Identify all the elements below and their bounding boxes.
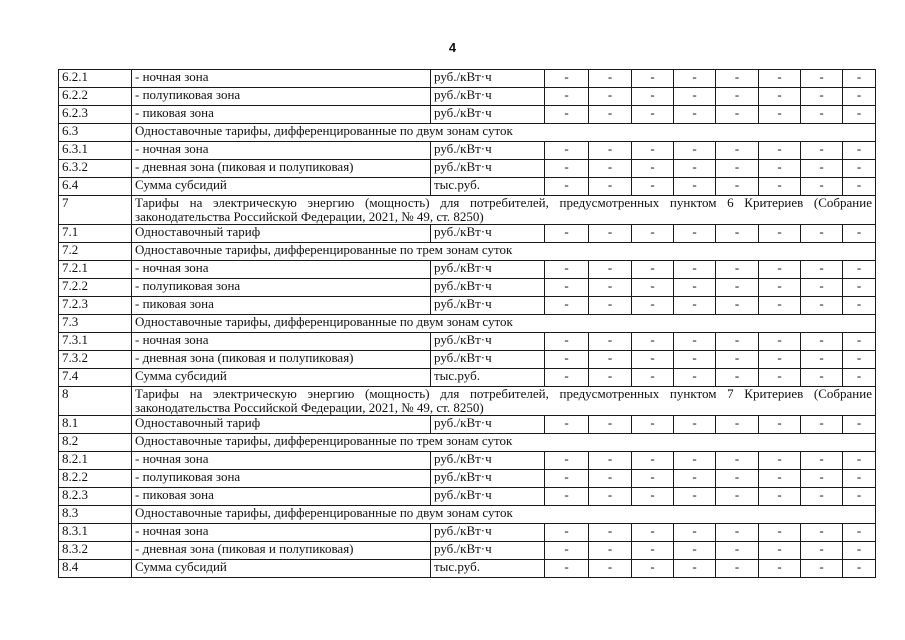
row-number: 6.4 [59, 178, 132, 196]
value-cell: - [545, 160, 589, 178]
value-cell: - [674, 106, 716, 124]
row-number: 7.2.3 [59, 297, 132, 315]
value-cell: - [632, 106, 674, 124]
value-cell: - [545, 261, 589, 279]
value-cell: - [632, 297, 674, 315]
value-cell: - [589, 106, 632, 124]
row-name: - дневная зона (пиковая и полупиковая) [132, 351, 431, 369]
value-cell: - [716, 88, 759, 106]
value-cell: - [589, 488, 632, 506]
value-cell: - [843, 160, 876, 178]
row-name: - дневная зона (пиковая и полупиковая) [132, 542, 431, 560]
value-cell: - [801, 560, 843, 578]
section-title: Одноставочные тарифы, дифференцированные по трем зонам суток [132, 243, 876, 261]
row-name: Одноставочный тариф [132, 225, 431, 243]
unit-cell: руб./кВт·ч [431, 160, 545, 178]
value-cell: - [674, 178, 716, 196]
value-cell: - [674, 225, 716, 243]
table-row [59, 106, 876, 124]
value-cell: - [589, 88, 632, 106]
value-cell: - [716, 470, 759, 488]
value-cell: - [843, 333, 876, 351]
section-title: Тарифы на электрическую энергию (мощность) для потребителей, предусмотренных пунктом 7 Критериев (Собрание законодательства Российской Федерации, 2021, № 49, ст. 8250) [132, 387, 876, 416]
value-cell: - [716, 524, 759, 542]
value-cell: - [545, 542, 589, 560]
value-cell: - [716, 142, 759, 160]
section-title: Одноставочные тарифы, дифференцированные по трем зонам суток [132, 434, 876, 452]
unit-cell: руб./кВт·ч [431, 351, 545, 369]
row-name: - пиковая зона [132, 106, 431, 124]
value-cell: - [716, 333, 759, 351]
value-cell: - [674, 279, 716, 297]
row-name: - ночная зона [132, 333, 431, 351]
row-number: 7.2.2 [59, 279, 132, 297]
unit-cell: руб./кВт·ч [431, 488, 545, 506]
unit-cell: руб./кВт·ч [431, 88, 545, 106]
row-name: Сумма субсидий [132, 369, 431, 387]
row-name: - дневная зона (пиковая и полупиковая) [132, 160, 431, 178]
value-cell: - [716, 70, 759, 88]
table-row [59, 261, 876, 279]
section-title: Одноставочные тарифы, дифференцированные по двум зонам суток [132, 124, 876, 142]
value-cell: - [545, 178, 589, 196]
value-cell: - [545, 88, 589, 106]
unit-cell: руб./кВт·ч [431, 542, 545, 560]
value-cell: - [589, 524, 632, 542]
value-cell: - [674, 88, 716, 106]
value-cell: - [632, 333, 674, 351]
table-row [59, 488, 876, 506]
table-row [59, 178, 876, 196]
unit-cell: руб./кВт·ч [431, 70, 545, 88]
value-cell: - [674, 369, 716, 387]
value-cell: - [801, 542, 843, 560]
value-cell: - [545, 142, 589, 160]
section-header-row [59, 124, 876, 142]
unit-cell: руб./кВт·ч [431, 416, 545, 434]
value-cell: - [843, 542, 876, 560]
value-cell: - [632, 452, 674, 470]
section-header-row [59, 434, 876, 452]
value-cell: - [545, 225, 589, 243]
value-cell: - [589, 70, 632, 88]
value-cell: - [801, 488, 843, 506]
table-row [59, 88, 876, 106]
value-cell: - [674, 261, 716, 279]
unit-cell: руб./кВт·ч [431, 225, 545, 243]
value-cell: - [674, 416, 716, 434]
section-header-row [59, 196, 876, 225]
value-cell: - [759, 106, 801, 124]
value-cell: - [632, 542, 674, 560]
value-cell: - [545, 369, 589, 387]
row-name: - ночная зона [132, 142, 431, 160]
row-name: - полупиковая зона [132, 470, 431, 488]
value-cell: - [716, 279, 759, 297]
section-header-row [59, 315, 876, 333]
value-cell: - [843, 488, 876, 506]
value-cell: - [759, 542, 801, 560]
value-cell: - [545, 452, 589, 470]
value-cell: - [545, 279, 589, 297]
value-cell: - [843, 470, 876, 488]
value-cell: - [843, 225, 876, 243]
unit-cell: тыс.руб. [431, 560, 545, 578]
table-row [59, 351, 876, 369]
value-cell: - [843, 560, 876, 578]
section-header-row [59, 243, 876, 261]
value-cell: - [801, 452, 843, 470]
value-cell: - [589, 261, 632, 279]
value-cell: - [632, 142, 674, 160]
value-cell: - [801, 106, 843, 124]
value-cell: - [843, 416, 876, 434]
table-row [59, 524, 876, 542]
value-cell: - [674, 160, 716, 178]
row-number: 7.2 [59, 243, 132, 261]
value-cell: - [759, 70, 801, 88]
value-cell: - [843, 106, 876, 124]
unit-cell: руб./кВт·ч [431, 106, 545, 124]
section-header-row [59, 506, 876, 524]
value-cell: - [759, 416, 801, 434]
value-cell: - [759, 560, 801, 578]
row-number: 8.3 [59, 506, 132, 524]
row-number: 6.3 [59, 124, 132, 142]
row-name: Сумма субсидий [132, 560, 431, 578]
table-row [59, 297, 876, 315]
value-cell: - [632, 416, 674, 434]
value-cell: - [759, 470, 801, 488]
table-row [59, 452, 876, 470]
value-cell: - [632, 88, 674, 106]
row-number: 8 [59, 387, 132, 416]
unit-cell: руб./кВт·ч [431, 333, 545, 351]
row-number: 7.4 [59, 369, 132, 387]
value-cell: - [589, 452, 632, 470]
value-cell: - [759, 88, 801, 106]
value-cell: - [801, 351, 843, 369]
value-cell: - [589, 560, 632, 578]
value-cell: - [716, 178, 759, 196]
table-row [59, 225, 876, 243]
row-number: 7 [59, 196, 132, 225]
value-cell: - [632, 351, 674, 369]
value-cell: - [545, 351, 589, 369]
value-cell: - [801, 142, 843, 160]
value-cell: - [674, 70, 716, 88]
table-row [59, 542, 876, 560]
value-cell: - [716, 416, 759, 434]
row-number: 7.1 [59, 225, 132, 243]
unit-cell: руб./кВт·ч [431, 470, 545, 488]
value-cell: - [589, 416, 632, 434]
section-title: Тарифы на электрическую энергию (мощность) для потребителей, предусмотренных пунктом 6 Критериев (Собрание законодательства Российской Федерации, 2021, № 49, ст. 8250) [132, 196, 876, 225]
unit-cell: тыс.руб. [431, 178, 545, 196]
value-cell: - [843, 279, 876, 297]
value-cell: - [801, 297, 843, 315]
value-cell: - [632, 470, 674, 488]
value-cell: - [589, 351, 632, 369]
value-cell: - [843, 88, 876, 106]
value-cell: - [716, 542, 759, 560]
row-name: - пиковая зона [132, 297, 431, 315]
value-cell: - [674, 560, 716, 578]
table-row [59, 279, 876, 297]
value-cell: - [632, 560, 674, 578]
unit-cell: руб./кВт·ч [431, 297, 545, 315]
table-row [59, 560, 876, 578]
value-cell: - [632, 70, 674, 88]
row-number: 8.4 [59, 560, 132, 578]
row-name: Одноставочный тариф [132, 416, 431, 434]
value-cell: - [545, 70, 589, 88]
value-cell: - [843, 70, 876, 88]
value-cell: - [674, 452, 716, 470]
section-title: Одноставочные тарифы, дифференцированные по двум зонам суток [132, 506, 876, 524]
row-number: 7.3.1 [59, 333, 132, 351]
value-cell: - [545, 416, 589, 434]
value-cell: - [632, 488, 674, 506]
value-cell: - [801, 225, 843, 243]
row-number: 8.3.2 [59, 542, 132, 560]
value-cell: - [716, 225, 759, 243]
row-number: 7.3.2 [59, 351, 132, 369]
row-number: 6.3.2 [59, 160, 132, 178]
row-number: 8.2 [59, 434, 132, 452]
row-number: 6.3.1 [59, 142, 132, 160]
unit-cell: руб./кВт·ч [431, 142, 545, 160]
row-name: - пиковая зона [132, 488, 431, 506]
row-number: 6.2.3 [59, 106, 132, 124]
value-cell: - [801, 416, 843, 434]
value-cell: - [589, 178, 632, 196]
value-cell: - [674, 351, 716, 369]
section-title: Одноставочные тарифы, дифференцированные по двум зонам суток [132, 315, 876, 333]
value-cell: - [674, 488, 716, 506]
row-number: 6.2.2 [59, 88, 132, 106]
table-row [59, 416, 876, 434]
value-cell: - [759, 178, 801, 196]
value-cell: - [716, 369, 759, 387]
value-cell: - [545, 297, 589, 315]
value-cell: - [589, 225, 632, 243]
value-cell: - [801, 160, 843, 178]
row-number: 8.2.2 [59, 470, 132, 488]
table-row [59, 160, 876, 178]
value-cell: - [589, 142, 632, 160]
value-cell: - [759, 524, 801, 542]
value-cell: - [589, 333, 632, 351]
page-number: 4 [448, 40, 457, 55]
value-cell: - [632, 524, 674, 542]
value-cell: - [632, 160, 674, 178]
value-cell: - [632, 178, 674, 196]
value-cell: - [589, 160, 632, 178]
value-cell: - [716, 351, 759, 369]
value-cell: - [674, 142, 716, 160]
table-row [59, 470, 876, 488]
value-cell: - [759, 351, 801, 369]
value-cell: - [716, 160, 759, 178]
value-cell: - [589, 542, 632, 560]
value-cell: - [716, 452, 759, 470]
value-cell: - [801, 333, 843, 351]
value-cell: - [843, 452, 876, 470]
section-header-row [59, 387, 876, 416]
value-cell: - [843, 369, 876, 387]
row-number: 8.3.1 [59, 524, 132, 542]
unit-cell: руб./кВт·ч [431, 279, 545, 297]
row-name: - полупиковая зона [132, 279, 431, 297]
value-cell: - [801, 70, 843, 88]
value-cell: - [545, 524, 589, 542]
row-number: 8.1 [59, 416, 132, 434]
value-cell: - [759, 225, 801, 243]
value-cell: - [589, 297, 632, 315]
value-cell: - [801, 261, 843, 279]
table-row [59, 70, 876, 88]
value-cell: - [716, 106, 759, 124]
value-cell: - [801, 524, 843, 542]
row-name: - полупиковая зона [132, 88, 431, 106]
unit-cell: тыс.руб. [431, 369, 545, 387]
value-cell: - [843, 261, 876, 279]
value-cell: - [716, 560, 759, 578]
value-cell: - [759, 452, 801, 470]
value-cell: - [674, 542, 716, 560]
value-cell: - [545, 470, 589, 488]
value-cell: - [801, 470, 843, 488]
value-cell: - [716, 261, 759, 279]
unit-cell: руб./кВт·ч [431, 524, 545, 542]
value-cell: - [545, 488, 589, 506]
tariff-table-body [59, 70, 876, 578]
row-number: 7.3 [59, 315, 132, 333]
value-cell: - [632, 279, 674, 297]
value-cell: - [801, 178, 843, 196]
value-cell: - [759, 142, 801, 160]
value-cell: - [759, 297, 801, 315]
value-cell: - [545, 560, 589, 578]
row-name: - ночная зона [132, 261, 431, 279]
value-cell: - [759, 369, 801, 387]
unit-cell: руб./кВт·ч [431, 452, 545, 470]
tariff-table [58, 69, 876, 578]
value-cell: - [759, 333, 801, 351]
value-cell: - [716, 488, 759, 506]
value-cell: - [632, 261, 674, 279]
row-name: Сумма субсидий [132, 178, 431, 196]
value-cell: - [716, 297, 759, 315]
row-name: - ночная зона [132, 70, 431, 88]
value-cell: - [843, 178, 876, 196]
value-cell: - [674, 470, 716, 488]
value-cell: - [759, 261, 801, 279]
value-cell: - [843, 142, 876, 160]
table-row [59, 142, 876, 160]
value-cell: - [632, 369, 674, 387]
row-number: 8.2.3 [59, 488, 132, 506]
value-cell: - [801, 279, 843, 297]
unit-cell: руб./кВт·ч [431, 261, 545, 279]
value-cell: - [843, 297, 876, 315]
value-cell: - [589, 279, 632, 297]
value-cell: - [674, 333, 716, 351]
table-row [59, 369, 876, 387]
value-cell: - [843, 351, 876, 369]
value-cell: - [545, 106, 589, 124]
value-cell: - [632, 225, 674, 243]
value-cell: - [759, 488, 801, 506]
value-cell: - [545, 333, 589, 351]
value-cell: - [674, 524, 716, 542]
value-cell: - [759, 160, 801, 178]
value-cell: - [843, 524, 876, 542]
value-cell: - [801, 88, 843, 106]
row-number: 8.2.1 [59, 452, 132, 470]
value-cell: - [589, 470, 632, 488]
table-row [59, 333, 876, 351]
value-cell: - [589, 369, 632, 387]
row-number: 7.2.1 [59, 261, 132, 279]
value-cell: - [801, 369, 843, 387]
value-cell: - [759, 279, 801, 297]
row-name: - ночная зона [132, 524, 431, 542]
row-number: 6.2.1 [59, 70, 132, 88]
value-cell: - [674, 297, 716, 315]
row-name: - ночная зона [132, 452, 431, 470]
